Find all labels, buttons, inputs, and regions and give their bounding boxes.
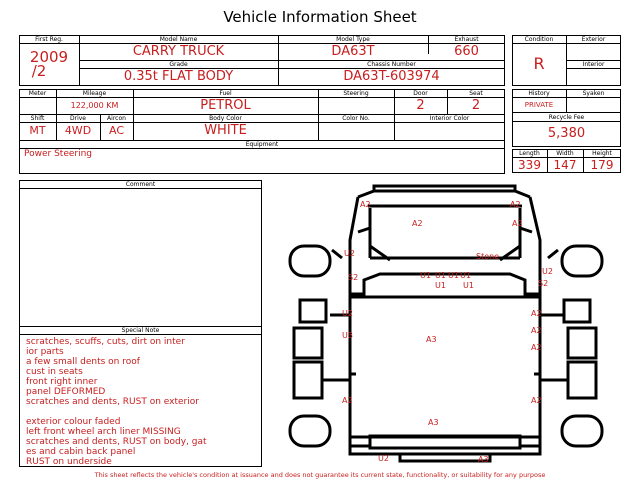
door-label: Door <box>413 90 428 97</box>
special-note-line: scratches and dents, RUST on body, gat <box>26 437 207 447</box>
special-note-line: exterior colour faded <box>26 417 121 427</box>
damage-mark: A2 <box>531 309 542 318</box>
condition-value: R <box>533 54 545 73</box>
damage-mark: A2 <box>342 396 353 405</box>
special-note-list <box>26 337 258 467</box>
damage-mark: S2 <box>348 273 359 282</box>
height-value: 179 <box>590 158 614 172</box>
special-note-line: es and cabin back panel <box>26 447 136 457</box>
special-note-line: left front wheel arch liner MISSING <box>26 427 181 437</box>
exhaust-label: Exhaust <box>454 36 479 43</box>
special-note-line: scratches, scuffs, cuts, dirt on inter <box>26 337 185 347</box>
history-value: PRIVATE <box>524 101 554 109</box>
damage-mark: A2 <box>512 219 523 228</box>
drive-label: Drive <box>70 115 86 122</box>
color-no-label: Color No. <box>342 115 370 122</box>
meter-label: Meter <box>28 90 47 97</box>
damage-mark: A2 <box>531 343 542 352</box>
shift-label: Shift <box>30 115 45 122</box>
first-reg-year: 2009 <box>29 48 69 66</box>
model-name-value: CARRY TRUCK <box>132 44 225 59</box>
damage-mark: A2 <box>510 200 521 209</box>
aircon-label: Aircon <box>107 115 126 122</box>
condition-label: Condition <box>524 36 554 43</box>
special-note-line: cust in seats <box>26 367 83 377</box>
exhaust-value: 660 <box>454 44 479 59</box>
first-reg-month: /2 <box>31 62 47 80</box>
syaken-label: Syaken <box>582 90 605 97</box>
shift-value: MT <box>29 124 46 137</box>
aircon-value: AC <box>108 124 124 137</box>
equipment-value: Power Steering <box>24 149 93 159</box>
body-color-value: WHITE <box>204 123 247 138</box>
special-note-label: Special Note <box>121 327 160 334</box>
damage-mark: A2 <box>412 219 423 228</box>
first-reg-label: First Reg. <box>35 36 63 43</box>
vehicle-diagram <box>280 180 625 470</box>
damage-mark: A3 <box>478 455 489 464</box>
sheet-title: Vehicle Information Sheet <box>223 8 417 26</box>
special-note-line: ior parts <box>26 347 64 357</box>
chassis-number-label: Chassis Number <box>367 61 416 68</box>
damage-mark: U1 <box>460 271 471 280</box>
seat-value: 2 <box>471 98 481 113</box>
length-value: 339 <box>518 158 541 172</box>
interior-label: Interior <box>582 61 605 68</box>
seat-label: Seat <box>469 90 483 97</box>
model-name-label: Model Name <box>159 36 198 43</box>
door-value: 2 <box>416 98 425 113</box>
damage-mark: A3 <box>426 335 437 344</box>
history-label: History <box>528 90 550 97</box>
model-type-value: DA63T <box>331 44 375 59</box>
fuel-value: PETROL <box>200 98 251 113</box>
damage-mark: A3 <box>428 418 439 427</box>
model-type-label: Model Type <box>336 36 370 43</box>
special-note-line: front right inner <box>26 377 98 387</box>
mileage-value: 122,000 KM <box>70 101 119 110</box>
disclaimer-footer: This sheet reflects the vehicle's condition at issuance and does not guarantee its current state, functionality, or suitability for any purpose <box>94 471 546 479</box>
chassis-number-value: DA63T-603974 <box>343 69 440 84</box>
damage-mark: U1 <box>420 271 431 280</box>
grade-label: Grade <box>169 61 188 68</box>
comment-label: Comment <box>125 181 156 188</box>
damage-mark: U2 <box>344 249 355 258</box>
damage-mark: U1 <box>463 281 474 290</box>
recycle-fee-value: 5,380 <box>547 126 586 141</box>
grade-value: 0.35t FLAT BODY <box>123 69 234 84</box>
damage-mark: A2 <box>531 326 542 335</box>
height-label: Height <box>592 150 612 157</box>
special-note-line: panel DEFORMED <box>26 387 106 397</box>
damage-mark: U3 <box>342 331 353 340</box>
damage-mark: U2 <box>342 309 353 318</box>
damage-mark: S2 <box>538 279 549 288</box>
damage-mark: A2 <box>360 200 371 209</box>
special-note-line: RUST on underside <box>26 457 112 467</box>
mileage-label: Mileage <box>82 90 107 97</box>
damage-mark: U2 <box>378 454 389 463</box>
drive-value: 4WD <box>64 124 92 137</box>
damage-mark: U1 <box>435 281 446 290</box>
length-label: Length <box>519 150 540 157</box>
body-color-label: Body Color <box>209 115 242 122</box>
interior-color-label: Interior Color <box>429 115 470 122</box>
special-note-line <box>26 407 258 417</box>
damage-mark: A2 <box>531 396 542 405</box>
steering-label: Steering <box>343 90 369 97</box>
damage-mark: Stone <box>476 252 500 261</box>
exterior-label: Exterior <box>581 36 606 43</box>
damage-mark: U1 <box>435 271 446 280</box>
damage-mark: U1 <box>448 271 459 280</box>
special-note-line: scratches and dents, RUST on exterior <box>26 397 199 407</box>
special-note-line: a few small dents on roof <box>26 357 140 367</box>
recycle-fee-label: Recycle Fee <box>548 114 585 121</box>
equipment-label: Equipment <box>245 141 279 148</box>
width-label: Width <box>556 150 574 157</box>
width-value: 147 <box>553 158 577 172</box>
fuel-label: Fuel <box>219 90 232 97</box>
damage-mark: U2 <box>542 267 553 276</box>
